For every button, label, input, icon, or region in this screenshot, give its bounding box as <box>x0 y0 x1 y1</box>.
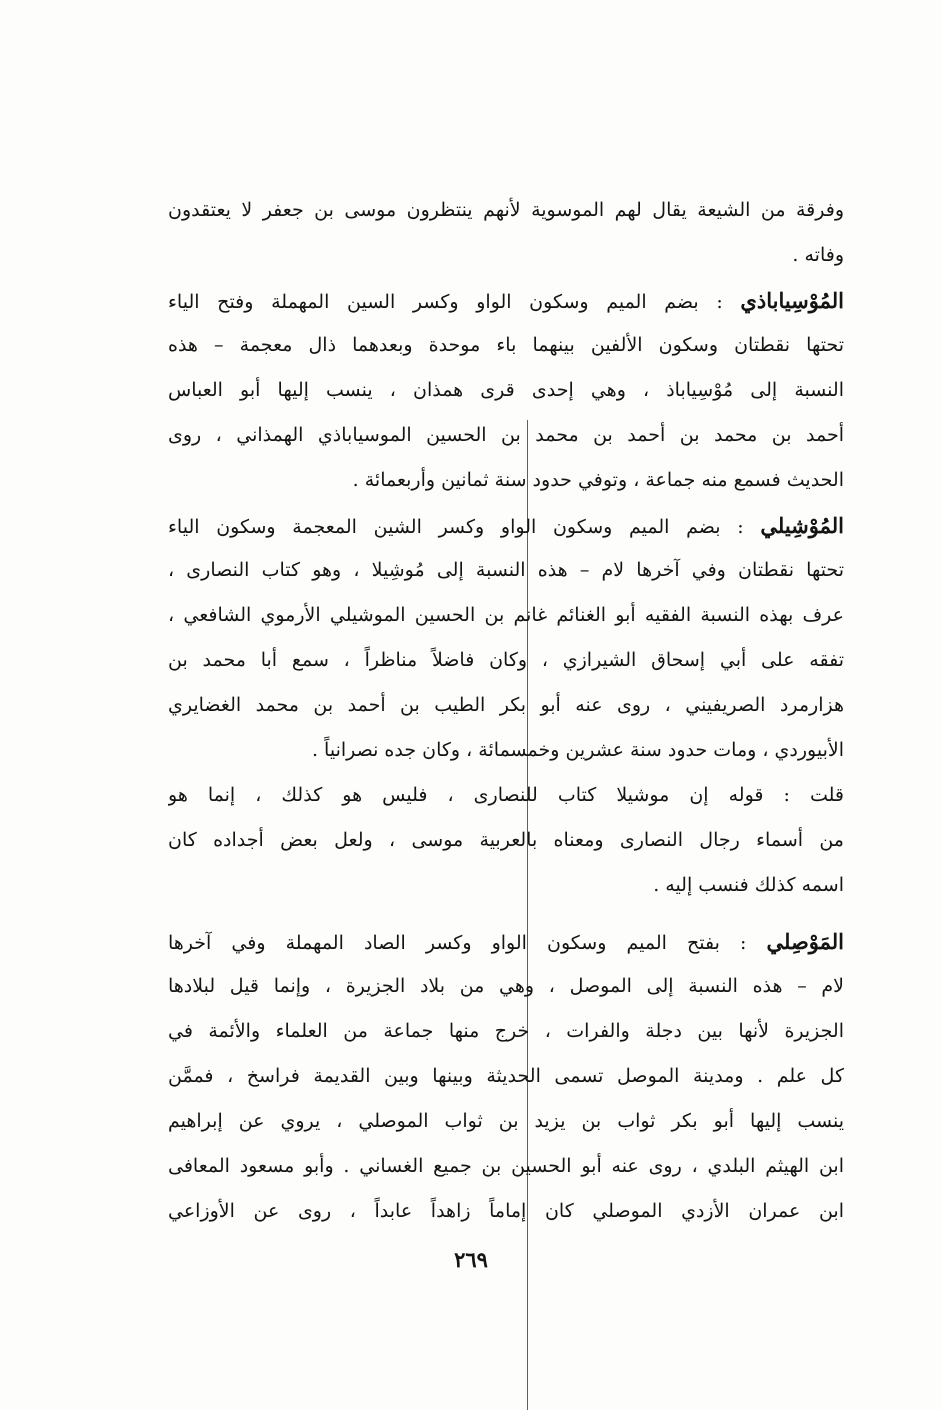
text-line <box>168 1009 844 1054</box>
text-line <box>168 728 844 773</box>
line-text: : بفتح الميم وسكون الواو وكسر الصاد المهملة وفي آخرها <box>168 932 767 954</box>
text-line <box>168 593 844 638</box>
text-line <box>168 368 844 413</box>
line-text: النسبة إلى مُوْسِياباذ ، وهي إحدى قرى همذان ، ينسب إليها أبو العباس <box>168 379 844 401</box>
entry-headword: المَوْصِلي <box>766 929 844 954</box>
line-text: أحمد بن محمد بن أحمد بن محمد بن الحسين الموسياباذي الهمذاني ، روى <box>168 424 844 446</box>
text-line <box>168 278 844 323</box>
text-line <box>168 503 844 548</box>
line-text: تفقه على أبي إسحاق الشيرازي ، وكان فاضلاً مناظراً ، سمع أبا محمد بن <box>168 649 844 671</box>
line-text: الأبيوردي ، ومات حدود سنة عشرين وخمسمائة ، وكان جده نصرانياً . <box>311 739 844 761</box>
text-line <box>168 1054 844 1099</box>
text-line <box>168 548 844 593</box>
text-line <box>168 233 844 278</box>
line-text: الجزيرة لأنها بين دجلة والفرات ، خرج منها جماعة من العلماء والأئمة في <box>168 1020 844 1042</box>
line-text: : بضم الميم وسكون الواو وكسر السين المهملة وفتح الياء <box>168 291 741 313</box>
line-text: اسمه كذلك فنسب إليه . <box>653 874 844 896</box>
line-text: هزارمرد الصريفيني ، روى عنه أبو بكر الطيب بن أحمد بن محمد الغضايري <box>168 694 844 716</box>
entry-headword: المُوْشِيلي <box>760 513 844 538</box>
text-line <box>168 638 844 683</box>
line-text: ابن عمران الأزدي الموصلي كان إماماً زاهداً عابداً ، روى عن الأوزاعي <box>168 1200 844 1222</box>
line-text: لام – هذه النسبة إلى الموصل ، وهي من بلاد الجزيرة ، وإنما قيل لبلادها <box>168 975 844 997</box>
line-text: كل علم . ومدينة الموصل تسمى الحديثة وبينها وبين القديمة فراسخ ، فممَّن <box>168 1065 844 1087</box>
line-text: وفاته . <box>792 244 844 266</box>
text-line <box>168 773 844 818</box>
text-line <box>168 1099 844 1144</box>
line-text: : بضم الميم وسكون الواو وكسر الشين المعجمة وسكون الياء <box>168 516 761 538</box>
line-text: الحديث فسمع منه جماعة ، وتوفي حدود سنة ثمانين وأربعمائة . <box>352 469 844 491</box>
page-number: ٢٦٩ <box>454 1247 488 1272</box>
text-line <box>168 1189 844 1234</box>
line-text: من أسماء رجال النصارى ومعناه بالعربية موسى ، ولعل بعض أجداده كان <box>168 829 844 851</box>
text-line <box>168 188 844 233</box>
line-text: ابن الهيثم البلدي ، روى عنه أبو الحسين بن جميع الغساني . وأبو مسعود المعافى <box>168 1155 844 1177</box>
text-line <box>168 323 844 368</box>
text-line <box>168 683 844 728</box>
text-line <box>168 458 844 503</box>
text-line <box>168 863 844 908</box>
text-line <box>168 818 844 863</box>
line-text: قلت : قوله إن موشيلا كتاب للنصارى ، فليس هو كذلك ، إنما هو <box>168 784 844 806</box>
text-line <box>168 413 844 458</box>
text-line <box>168 1144 844 1189</box>
line-text: تحتها نقطتان وسكون الألفين بينهما باء موحدة وبعدهما ذال معجمة – هذه <box>168 334 844 356</box>
text-line <box>168 964 844 1009</box>
page-text-block <box>168 188 844 1234</box>
line-text: وفرقة من الشيعة يقال لهم الموسوية لأنهم ينتظرون موسى بن جعفر لا يعتقدون <box>168 199 844 221</box>
text-line <box>168 919 844 964</box>
line-text: عرف بهذه النسبة الفقيه أبو الغنائم غانم بن الحسين الموشيلي الأرموي الشافعي ، <box>168 604 844 626</box>
entry-headword: المُوْسِياباذي <box>740 288 844 313</box>
line-text: تحتها نقطتان وفي آخرها لام – هذه النسبة إلى مُوشِيلا ، وهو كتاب النصارى ، <box>168 559 844 581</box>
line-text: ينسب إليها أبو بكر ثواب بن يزيد بن ثواب الموصلي ، يروي عن إبراهيم <box>168 1110 844 1132</box>
